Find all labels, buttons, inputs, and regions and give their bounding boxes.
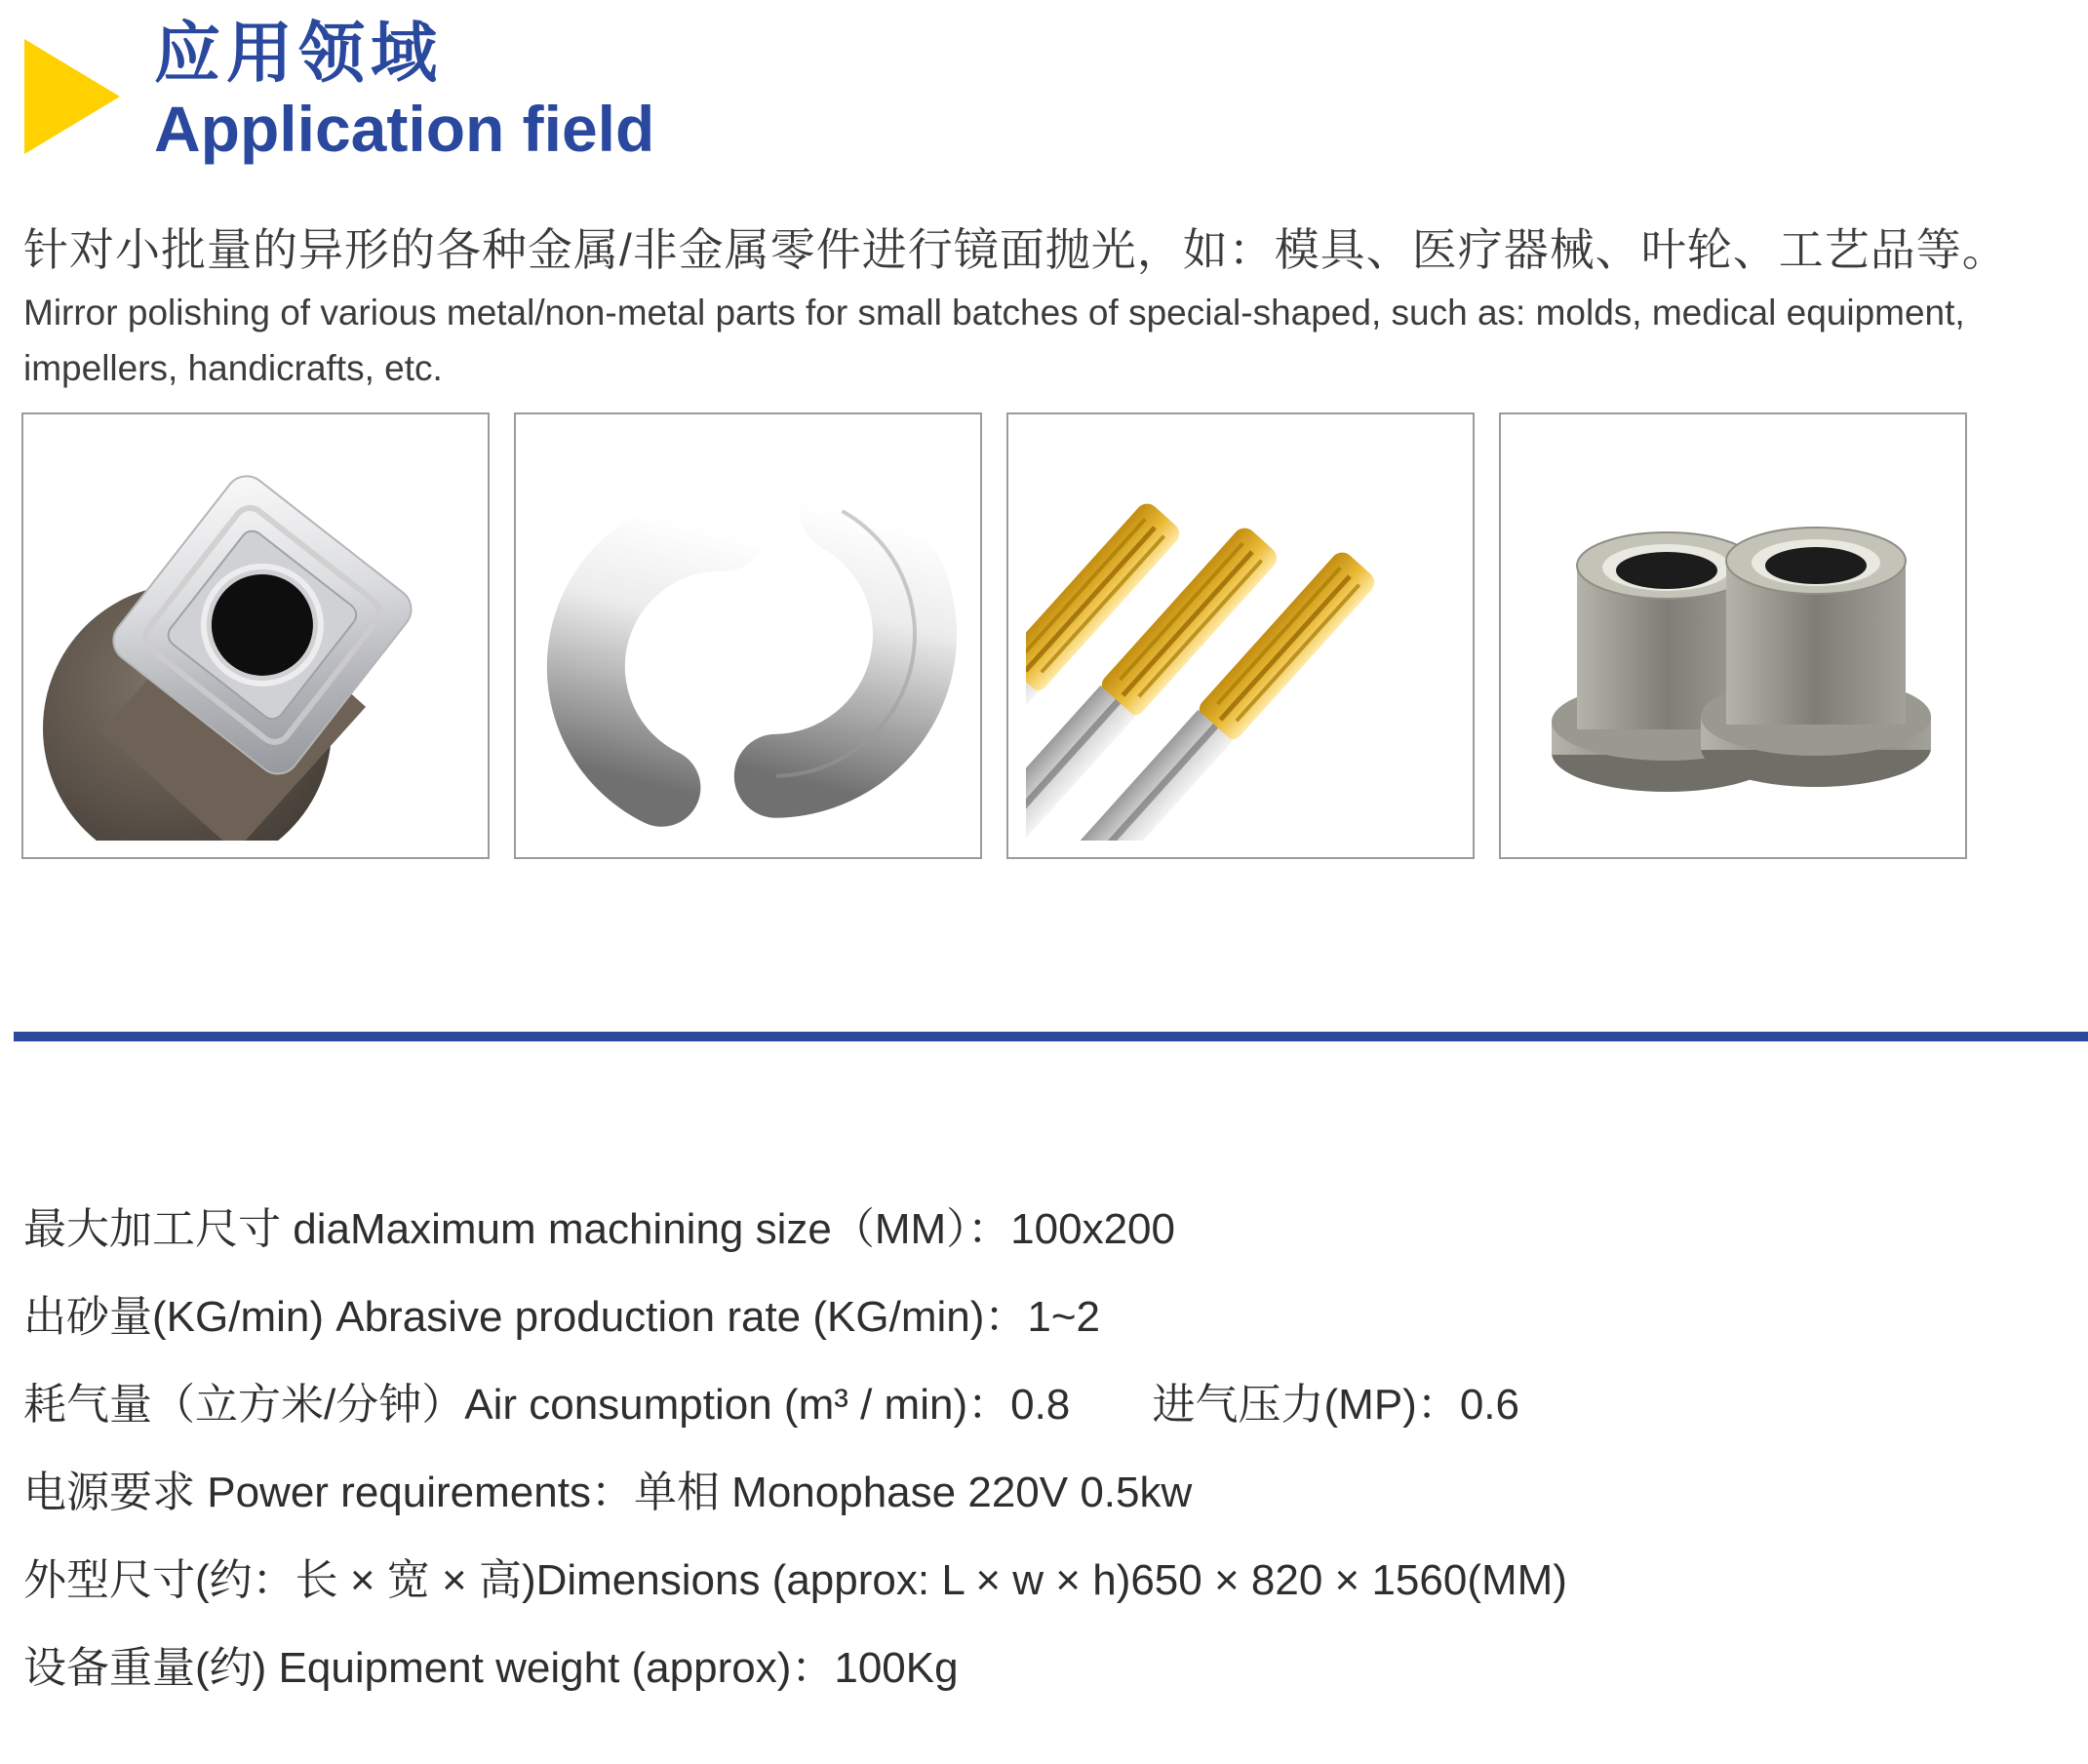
spec-text: 外型尺寸(约：长 × 宽 × 高)Dimensions (approx: L × w × h)650 × 820 × 1560(MM) [23, 1556, 1567, 1604]
section-divider [14, 1032, 2088, 1041]
page-header [154, 17, 655, 166]
spec-line-power-requirements [23, 1469, 1567, 1517]
triangle-accent-icon [24, 39, 120, 154]
page-title-cn: 应用领域 [154, 17, 444, 91]
steel-bushings-image [1518, 431, 1948, 841]
gallery-item-chrome-part [514, 412, 982, 859]
description-cn: 针对小批量的异形的各种金属/非金属零件进行镜面抛光，如：模具、医疗器械、叶轮、工艺品等。 [23, 224, 2008, 275]
page-title-en: Application field [154, 93, 655, 166]
spec-text: 设备重量(约) Equipment weight (approx)：100Kg [23, 1644, 959, 1692]
spec-line-max-machining-size [23, 1205, 1567, 1254]
spec-text: 电源要求 Power requirements：单相 Monophase 220V 0.5kw [23, 1469, 1193, 1516]
chrome-part-image [533, 431, 963, 841]
spec-list [23, 1205, 1567, 1732]
description-en: Mirror polishing of various metal/non-metal parts for small batches of special-shaped, such as: molds, medical equipment, impellers, handicrafts, etc. [23, 293, 1965, 388]
spec-text: 耗气量（立方米/分钟）Air consumption (m³ / min)：0.8 [23, 1381, 1071, 1429]
spec-text: 最大加工尺寸 diaMaximum machining size（MM）：100x200 [23, 1205, 1175, 1253]
carbide-insert-image [41, 431, 470, 841]
gallery-item-carbide-insert [21, 412, 490, 859]
application-photo-gallery [21, 412, 1967, 859]
spec-line-abrasive-production-rate [23, 1293, 1567, 1342]
spec-line-equipment-weight [23, 1644, 1567, 1693]
spec-line-air-consumption [23, 1381, 1567, 1430]
spec-line-dimensions [23, 1556, 1567, 1605]
spec-text: 出砂量(KG/min) Abrasive production rate (KG/min)：1~2 [23, 1293, 1101, 1341]
spec-text-inlet-pressure: 进气压力(MP)：0.6 [1152, 1381, 1519, 1429]
gallery-item-steel-bushings [1499, 412, 1967, 859]
gallery-item-gold-reamers [1006, 412, 1475, 859]
gold-reamers-image [1026, 431, 1455, 841]
